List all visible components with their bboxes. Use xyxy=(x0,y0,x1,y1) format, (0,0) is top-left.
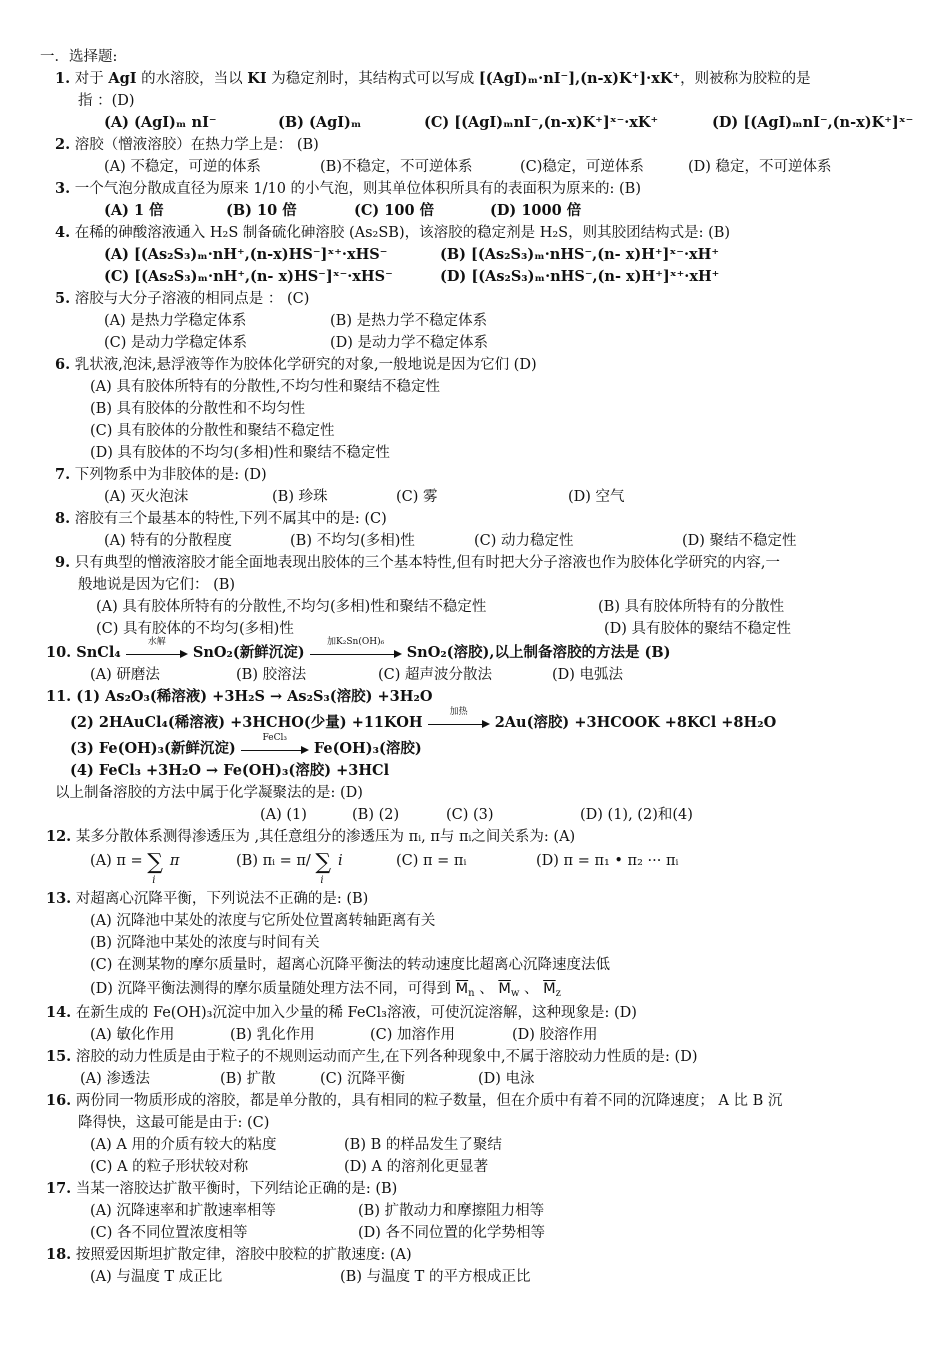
arrow-label: 加热 xyxy=(449,707,468,717)
molar-mass-w-sub: w xyxy=(510,988,520,999)
option-c: (C) 是动力学稳定体系 xyxy=(104,335,248,351)
option-d: (D) A 的溶剂化更显著 xyxy=(344,1159,489,1175)
option-b: (B)不稳定，不可逆体系 xyxy=(320,159,473,175)
molar-mass-z-sub: z xyxy=(555,988,561,999)
option-a: (A) 沉降池中某处的浓度与它所处位置离转轴距离有关 xyxy=(90,913,436,929)
question-number: 2. xyxy=(55,136,71,153)
question-text: 乳状液,泡沫,悬浮液等作为胶体化学研究的对象,一般地说是因为它们 (D) xyxy=(74,357,537,373)
question-17 xyxy=(46,1178,397,1200)
question-15 xyxy=(46,1046,698,1068)
separator: 、 xyxy=(479,981,494,997)
question-text: 溶胶有三个最基本的特性,下列不属其中的是: (C) xyxy=(74,511,387,527)
reaction-2 xyxy=(70,707,777,734)
option-d: (D) 电泳 xyxy=(478,1071,535,1087)
question-number: 12. xyxy=(46,828,72,845)
question-9 xyxy=(55,552,780,574)
question-text: 溶胶的动力性质是由于粒子的不规则运动而产生,在下列各种现象中,不属于溶胶动力性质的是: (D) xyxy=(75,1049,698,1065)
question-text: 一个气泡分散成直径为原来 1/10 的小气泡，则其单位体积所具有的表面积为原来的: (B) xyxy=(74,181,641,197)
option-b: (B) (2) xyxy=(352,807,400,823)
option-b: (B) 具有胶体的分散性和不均匀性 xyxy=(90,401,306,417)
section-title: 一．选择题: xyxy=(40,49,118,65)
question-18 xyxy=(46,1244,412,1266)
option-d: (D) 具有胶体的聚结不稳定性 xyxy=(604,621,792,637)
arrow-label: 水解 xyxy=(147,637,166,647)
question-number: 10. xyxy=(46,644,72,661)
question-1-line2: 指 ：(D) xyxy=(78,93,135,109)
question-number: 7. xyxy=(55,466,71,483)
reaction-lhs: (2) 2HAuCl₄(稀溶液) +3HCHO(少量) +11KOH xyxy=(70,714,423,731)
option-b: (B) 胶溶法 xyxy=(236,667,307,683)
option-b: (B) 珍珠 xyxy=(272,489,328,505)
question-text: 只有典型的憎液溶胶才能全面地表现出胶体的三个基本特性,但有时把大分子溶液也作为胶体化学研究的内容,一 xyxy=(74,555,780,571)
question-number: 9. xyxy=(55,554,71,571)
reaction-arrow xyxy=(428,707,490,730)
option-a: (A) 敏化作用 xyxy=(90,1027,175,1043)
reactant: SnCl₄ xyxy=(76,644,121,661)
option-c: (C) 动力稳定性 xyxy=(474,533,574,549)
question-text: 为稳定剂时，其结构式可以写成 xyxy=(266,71,479,87)
question-text: 对超离心沉降平衡，下列说法不正确的是: (B) xyxy=(75,891,369,907)
option-a: (A) A 用的介质有较大的粘度 xyxy=(90,1137,277,1153)
molar-mass-n: $\overline{M}$ xyxy=(455,981,469,997)
question-number: 15. xyxy=(46,1048,72,1065)
formula: [(AgI)ₘ·nI⁻],(n-x)K⁺]·xK⁺ xyxy=(478,70,681,87)
option-c: (C) 加溶作用 xyxy=(370,1027,456,1043)
reaction-4: (4) FeCl₃ +3H₂O → Fe(OH)₃(溶胶) +3HCl xyxy=(70,762,390,779)
option-d: (D) 空气 xyxy=(568,489,625,505)
option-a: (A) 是热力学稳定体系 xyxy=(104,313,247,329)
intermediate: SnO₂(新鲜沉淀) xyxy=(192,644,305,661)
arrow-label: FeCl₃ xyxy=(262,733,287,743)
molar-mass-n-sub: n xyxy=(468,988,475,999)
option-b: (B) [(As₂S₃)ₘ·nHS⁻,(n- x)H⁺]ˣ⁻·xH⁺ xyxy=(440,246,719,263)
question-13 xyxy=(46,888,368,910)
option-d: (D) π = π₁ • π₂ ··· πᵢ xyxy=(536,853,679,869)
question-text: 溶胶（憎液溶胶）在热力学上是： (B) xyxy=(74,137,319,153)
option-d: (D) [(As₂S₃)ₘ·nHS⁻,(n- x)H⁺]ˣ⁺·xH⁺ xyxy=(440,268,720,285)
option-b: (B) 扩散 xyxy=(220,1071,276,1087)
question-7 xyxy=(55,464,267,486)
separator: 、 xyxy=(524,981,539,997)
option-a: (A) (1) xyxy=(260,807,307,823)
option-b: (B) 乳化作用 xyxy=(230,1027,315,1043)
option-b: (B) 与温度 T 的平方根成正比 xyxy=(340,1269,531,1285)
molar-mass-w: $\overline{M}$ xyxy=(498,981,511,997)
formula: AgI xyxy=(108,70,137,87)
option-c: (C) [(AgI)ₘnI⁻,(n-x)K⁺]ˣ⁻·xK⁺ xyxy=(424,114,659,131)
question-number: 17. xyxy=(46,1180,72,1197)
option-a-rhs: π xyxy=(169,853,180,869)
option-b: (B) 扩散动力和摩擦阻力相等 xyxy=(358,1203,545,1219)
question-14 xyxy=(46,1002,637,1024)
option-c: (C) 各不同位置浓度相等 xyxy=(90,1225,248,1241)
reaction-lhs: (3) Fe(OH)₃(新鲜沉淀) xyxy=(70,740,236,757)
option-a: (A) 与温度 T 成正比 xyxy=(90,1269,223,1285)
option-c: (C) 雾 xyxy=(396,489,438,505)
question-text: 某多分散体系测得渗透压为 ,其任意组分的渗透压为 πᵢ, π与 πᵢ之间关系为: (A) xyxy=(75,829,576,845)
option-d: (D) 稳定，不可逆体系 xyxy=(688,159,832,175)
option-b: (B) 不均匀(多相)性 xyxy=(290,533,415,549)
option-c: (C) A 的粒子形状较对称 xyxy=(90,1159,249,1175)
reaction-rhs: 2Au(溶胶) +3HCOOK +8KCl +8H₂O xyxy=(494,714,777,731)
question-8 xyxy=(55,508,387,530)
sum-symbol: ∑ xyxy=(315,850,332,875)
option-a xyxy=(90,850,180,886)
reaction-1: (1) As₂O₃(稀溶液) +3H₂S → As₂S₃(溶胶) +3H₂O xyxy=(76,688,433,705)
option-b: (B) 具有胶体所特有的分散性 xyxy=(598,599,785,615)
option-d: (D) [(AgI)ₘnI⁻,(n-x)K⁺]ˣ⁻ xyxy=(712,114,914,131)
sum-symbol: ∑ xyxy=(147,850,164,875)
option-d: (D) 1000 倍 xyxy=(490,202,582,219)
question-text: 按照爱因斯坦扩散定律，溶胶中胶粒的扩散速度: (A) xyxy=(75,1247,412,1263)
question-number: 3. xyxy=(55,180,71,197)
option-d: (D) 电弧法 xyxy=(552,667,624,683)
option-d: (D) 聚结不稳定性 xyxy=(682,533,797,549)
question-number: 1. xyxy=(55,70,71,87)
option-d-text: (D) 沉降平衡法测得的摩尔质量随处理方法不同，可得到 xyxy=(90,981,452,997)
option-d: (D) 各不同位置的化学势相等 xyxy=(358,1225,546,1241)
option-c: (C) 沉降平衡 xyxy=(320,1071,406,1087)
question-number: 16. xyxy=(46,1092,72,1109)
sum-index: i xyxy=(152,875,156,886)
question-10 xyxy=(46,637,671,664)
question-9-line2: 般地说是因为它们： (B) xyxy=(78,577,236,593)
question-number: 13. xyxy=(46,890,72,907)
option-b xyxy=(236,850,343,886)
option-b: (B) B 的样品发生了聚结 xyxy=(344,1137,502,1153)
formula: KI xyxy=(247,70,267,87)
question-3 xyxy=(55,178,641,200)
reaction-rhs: Fe(OH)₃(溶胶) xyxy=(313,740,422,757)
reaction-arrow xyxy=(126,637,188,660)
option-c: (C) [(As₂S₃)ₘ·nH⁺,(n- x)HS⁻]ˣ⁻·xHS⁻ xyxy=(104,268,393,285)
question-number: 11. xyxy=(46,688,72,705)
question-text: 的水溶胶，当以 xyxy=(136,71,248,87)
option-a: (A) 不稳定，可逆的体系 xyxy=(104,159,261,175)
option-a: (A) (AgI)ₘ nI⁻ xyxy=(104,114,217,131)
option-b: (B) 沉降池中某处的浓度与时间有关 xyxy=(90,935,320,951)
option-d: (D) 胶溶作用 xyxy=(512,1027,598,1043)
question-number: 18. xyxy=(46,1246,72,1263)
option-c: (C) 100 倍 xyxy=(354,202,435,219)
question-text: 在新生成的 Fe(OH)₃沉淀中加入少量的稀 FeCl₃溶液，可使沉淀溶解，这种现象是: (D) xyxy=(75,1005,637,1021)
question-11 xyxy=(46,686,432,708)
option-a: (A) 特有的分散程度 xyxy=(104,533,232,549)
option-c: (C) (3) xyxy=(446,807,494,823)
question-text: 对于 xyxy=(74,71,109,87)
reaction-arrow xyxy=(310,637,402,660)
reaction-arrow xyxy=(241,733,309,756)
molar-mass-z: $\overline{M}$ xyxy=(543,981,556,997)
product: SnO₂(溶胶),以上制备溶胶的方法是 (B) xyxy=(406,644,671,661)
question-2 xyxy=(55,134,319,156)
option-d xyxy=(90,978,561,1000)
question-5 xyxy=(55,288,309,310)
option-d: (D) 具有胶体的不均匀(多相)性和聚结不稳定性 xyxy=(90,445,390,461)
option-b-rhs: i xyxy=(338,853,343,869)
option-d: (D) (1), (2)和(4) xyxy=(580,807,693,823)
sum-index: i xyxy=(320,875,324,886)
option-a: (A) 1 倍 xyxy=(104,202,164,219)
option-a: (A) 灭火泡沫 xyxy=(104,489,189,505)
question-text: 下列物系中为非胶体的是: (D) xyxy=(74,467,267,483)
option-c: (C) 超声波分散法 xyxy=(378,667,493,683)
question-number: 8. xyxy=(55,510,71,527)
question-6 xyxy=(55,354,537,376)
question-12 xyxy=(46,826,575,848)
question-text: 两份同一物质形成的溶胶，都是单分散的，具有相同的粒子数量，但在介质中有着不同的沉降速度； A 比 B 沉 xyxy=(75,1093,783,1109)
option-a-lhs: (A) π = xyxy=(90,853,143,869)
arrow-label: 加K₂Sn(OH)₆ xyxy=(327,637,385,647)
option-c: (C)稳定，可逆体系 xyxy=(520,159,644,175)
question-4 xyxy=(55,222,730,244)
option-a: (A) [(As₂S₃)ₘ·nH⁺,(n-x)HS⁻]ˣ⁺·xHS⁻ xyxy=(104,246,388,263)
question-number: 4. xyxy=(55,224,71,241)
question-16 xyxy=(46,1090,782,1112)
option-a: (A) 具有胶体所特有的分散性,不均匀(多相)性和聚结不稳定性 xyxy=(96,599,487,615)
question-text: 在稀的砷酸溶液通入 H₂S 制备硫化砷溶胶 (As₂SB)，该溶胶的稳定剂是 H₂S，则其胶团结构式是: (B) xyxy=(74,225,731,241)
option-c: (C) 具有胶体的分散性和聚结不稳定性 xyxy=(90,423,335,439)
question-1 xyxy=(55,68,811,90)
option-c: (C) π = πᵢ xyxy=(396,853,467,869)
option-a: (A) 渗透法 xyxy=(80,1071,150,1087)
option-c: (C) 具有胶体的不均匀(多相)性 xyxy=(96,621,294,637)
question-11-text: 以上制备溶胶的方法中属于化学凝聚法的是: (D) xyxy=(55,785,363,801)
option-a: (A) 沉降速率和扩散速率相等 xyxy=(90,1203,276,1219)
option-a: (A) 具有胶体所特有的分散性,不均匀性和聚结不稳定性 xyxy=(90,379,441,395)
question-text: ，则被称为胶粒的是 xyxy=(680,71,811,87)
option-b-lhs: (B) πᵢ = π/ xyxy=(236,853,311,869)
question-text: 当某一溶胶达扩散平衡时，下列结论正确的是: (B) xyxy=(75,1181,398,1197)
reaction-3 xyxy=(70,733,422,760)
option-b: (B) (AgI)ₘ xyxy=(278,114,362,131)
option-d: (D) 是动力学不稳定体系 xyxy=(330,335,489,351)
question-number: 5. xyxy=(55,290,71,307)
option-a: (A) 研磨法 xyxy=(90,667,160,683)
question-number: 14. xyxy=(46,1004,72,1021)
question-number: 6. xyxy=(55,356,71,373)
option-b: (B) 是热力学不稳定体系 xyxy=(330,313,488,329)
option-b: (B) 10 倍 xyxy=(226,202,297,219)
option-c: (C) 在测某物的摩尔质量时，超离心沉降平衡法的转动速度比超离心沉降速度法低 xyxy=(90,957,611,973)
question-text: 溶胶与大分子溶液的相同点是 ： (C) xyxy=(74,291,310,307)
question-16-line2: 降得快，这最可能是由于: (C) xyxy=(78,1115,270,1131)
